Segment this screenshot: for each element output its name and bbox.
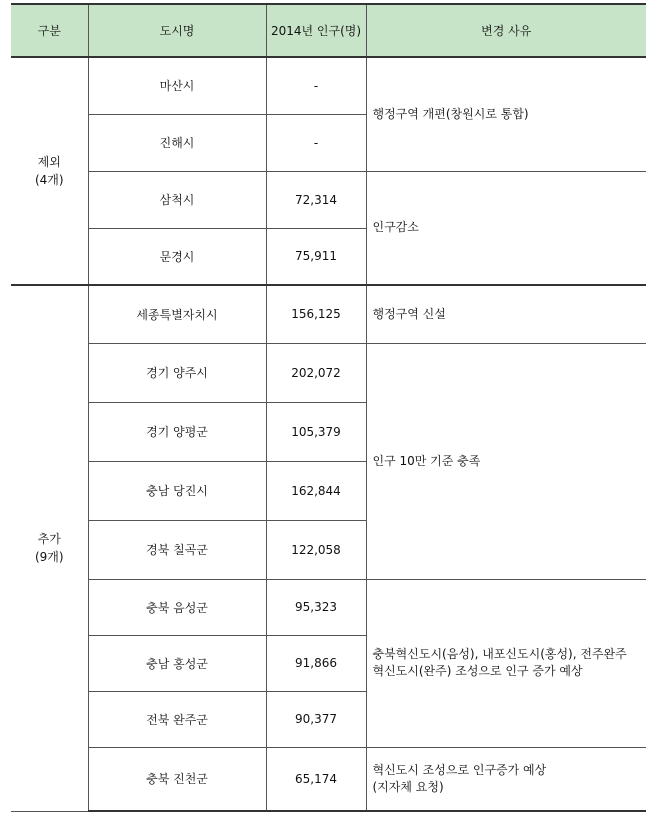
reason-text: 행정구역 신설 bbox=[372, 306, 446, 321]
city-cell: 경북 칠곡군 bbox=[88, 520, 266, 579]
category-label: 추가 bbox=[37, 532, 61, 547]
header-city: 도시명 bbox=[88, 4, 266, 57]
header-reason: 변경 사유 bbox=[366, 4, 646, 57]
reason-cell bbox=[366, 171, 646, 285]
population-cell: - bbox=[266, 114, 366, 171]
table-row bbox=[11, 579, 646, 635]
reason-text-line1: 혁신도시 조성으로 인구증가 예상 bbox=[372, 762, 547, 777]
population-cell: 202,072 bbox=[266, 343, 366, 402]
table-row bbox=[11, 747, 646, 811]
reason-cell bbox=[366, 285, 646, 343]
category-label: 제외 bbox=[37, 155, 61, 169]
city-cell: 전북 완주군 bbox=[88, 691, 266, 747]
category-count: (4개) bbox=[34, 173, 64, 187]
table-row bbox=[11, 171, 646, 228]
reason-text-line2: 혁신도시(완주) 조성으로 인구 증가 예상 bbox=[372, 664, 583, 678]
population-cell: 122,058 bbox=[266, 520, 366, 579]
table-row bbox=[11, 343, 646, 402]
city-cell: 충남 홍성군 bbox=[88, 635, 266, 691]
reason-cell bbox=[366, 57, 646, 171]
city-change-table bbox=[11, 3, 646, 812]
population-cell: 75,911 bbox=[266, 228, 366, 285]
category-count: (9개) bbox=[34, 550, 64, 565]
city-cell: 충남 당진시 bbox=[88, 461, 266, 520]
population-cell: 105,379 bbox=[266, 402, 366, 461]
reason-text: 행정구역 개편(창원시로 통합) bbox=[372, 106, 529, 121]
header-population: 2014년 인구(명) bbox=[266, 4, 366, 57]
reason-text: 인구감소 bbox=[372, 220, 419, 235]
city-cell: 진해시 bbox=[88, 114, 266, 171]
city-cell: 충북 진천군 bbox=[88, 747, 266, 811]
table-row bbox=[11, 285, 646, 343]
population-cell: 162,844 bbox=[266, 461, 366, 520]
table-row bbox=[11, 57, 646, 114]
city-cell: 마산시 bbox=[88, 57, 266, 114]
population-cell: 90,377 bbox=[266, 691, 366, 747]
category-cell-added bbox=[11, 285, 88, 811]
reason-cell bbox=[366, 343, 646, 579]
city-cell: 충북 음성군 bbox=[88, 579, 266, 635]
city-cell: 문경시 bbox=[88, 228, 266, 285]
population-cell: - bbox=[266, 57, 366, 114]
population-cell: 72,314 bbox=[266, 171, 366, 228]
category-cell-excluded bbox=[11, 57, 88, 285]
city-cell: 경기 양주시 bbox=[88, 343, 266, 402]
reason-text-line2: (지자체 요청) bbox=[372, 779, 444, 794]
reason-text-line1: 충북혁신도시(음성), 내포신도시(홍성), 전주완주 bbox=[372, 647, 627, 661]
city-cell: 세종특별자치시 bbox=[88, 285, 266, 343]
population-cell: 91,866 bbox=[266, 635, 366, 691]
header-row bbox=[11, 4, 646, 57]
population-cell: 156,125 bbox=[266, 285, 366, 343]
population-cell: 95,323 bbox=[266, 579, 366, 635]
header-category: 구분 bbox=[11, 4, 88, 57]
population-cell: 65,174 bbox=[266, 747, 366, 811]
city-cell: 경기 양평군 bbox=[88, 402, 266, 461]
reason-cell bbox=[366, 747, 646, 811]
reason-cell bbox=[366, 579, 646, 747]
city-cell: 삼척시 bbox=[88, 171, 266, 228]
reason-text: 인구 10만 기준 충족 bbox=[372, 453, 481, 468]
